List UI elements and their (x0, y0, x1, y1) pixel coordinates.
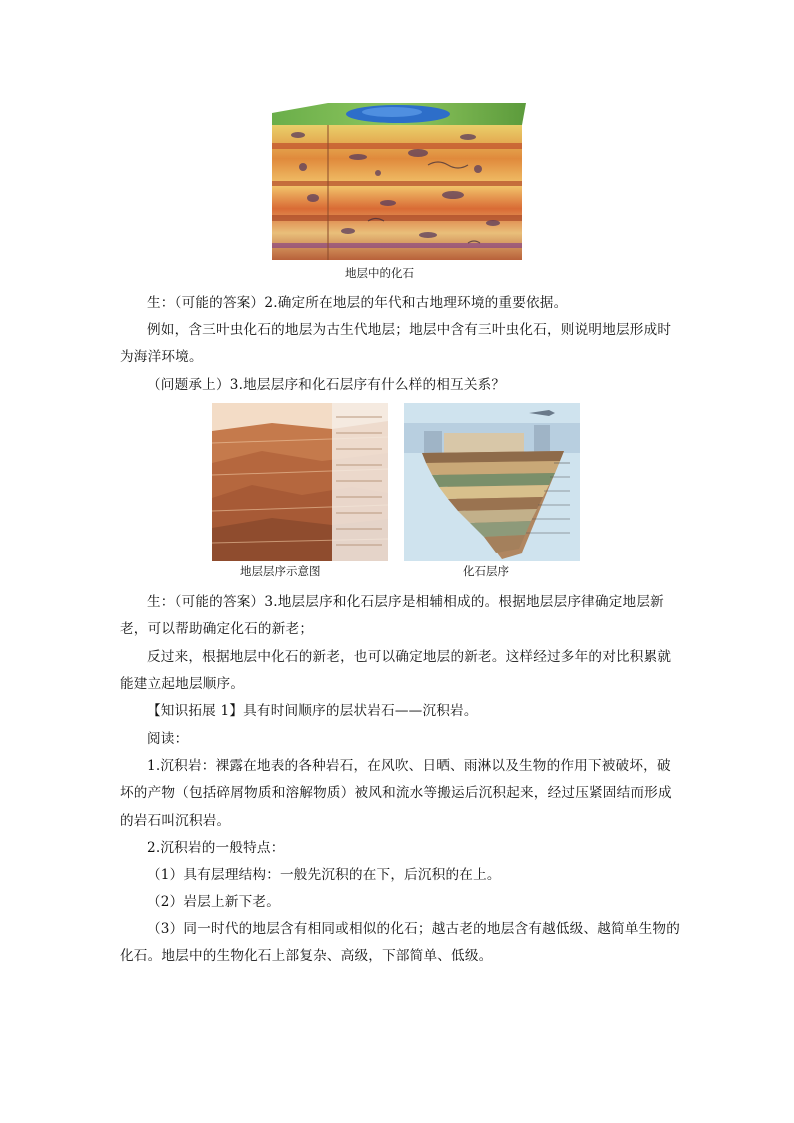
paragraph: 1.沉积岩：裸露在地表的各种岩石，在风吹、日晒、雨淋以及生物的作用下被破坏，破坏的产物（包括碎屑物质和溶解物质）被风和流水等搬运后沉积起来，经过压紧固结而形成的岩石叫沉积岩。 (120, 758, 672, 829)
figure-caption: 地层层序示意图 (240, 564, 321, 578)
paragraph: 2.沉积岩的一般特点： (147, 840, 285, 856)
paragraph: 生：（可能的答案）3.地层层序和化石层序是相辅相成的。根据地层层序律确定地层新老，可以帮助确定化石的新老； (120, 594, 664, 638)
figure-caption: 地层中的化石 (345, 266, 414, 280)
fossil-strata-image (268, 103, 526, 263)
paragraph: 生：（可能的答案）2.确定所在地层的年代和古地理环境的重要依据。 (147, 295, 568, 311)
paragraph: （1）具有层理结构：一般先沉积的在下，后沉积的在上。 (147, 867, 501, 883)
canyon-strata-image (212, 403, 388, 561)
paragraph: （3）同一时代的地层含有相同或相似的化石；越古老的地层含有越低级、越简单生物的化石。地层中的生物化石上部复杂、高级，下部简单、低级。 (120, 921, 681, 965)
fossil-sequence-image (404, 403, 580, 561)
paragraph: 【知识拓展 1】具有时间顺序的层状岩石——沉积岩。 (147, 703, 478, 719)
paragraph: 例如，含三叶虫化石的地层为古生代地层；地层中含有三叶虫化石，则说明地层形成时为海洋环境。 (120, 322, 672, 366)
figure-caption: 化石层序 (463, 564, 509, 578)
paragraph: 阅读： (147, 731, 189, 747)
paragraph: （问题承上）3.地层层序和化石层序有什么样的相互关系？ (147, 377, 506, 393)
paragraph: 反过来，根据地层中化石的新老，也可以确定地层的新老。这样经过多年的对比积累就能建立起地层顺序。 (120, 649, 672, 693)
paragraph: （2）岩层上新下老。 (147, 894, 280, 910)
